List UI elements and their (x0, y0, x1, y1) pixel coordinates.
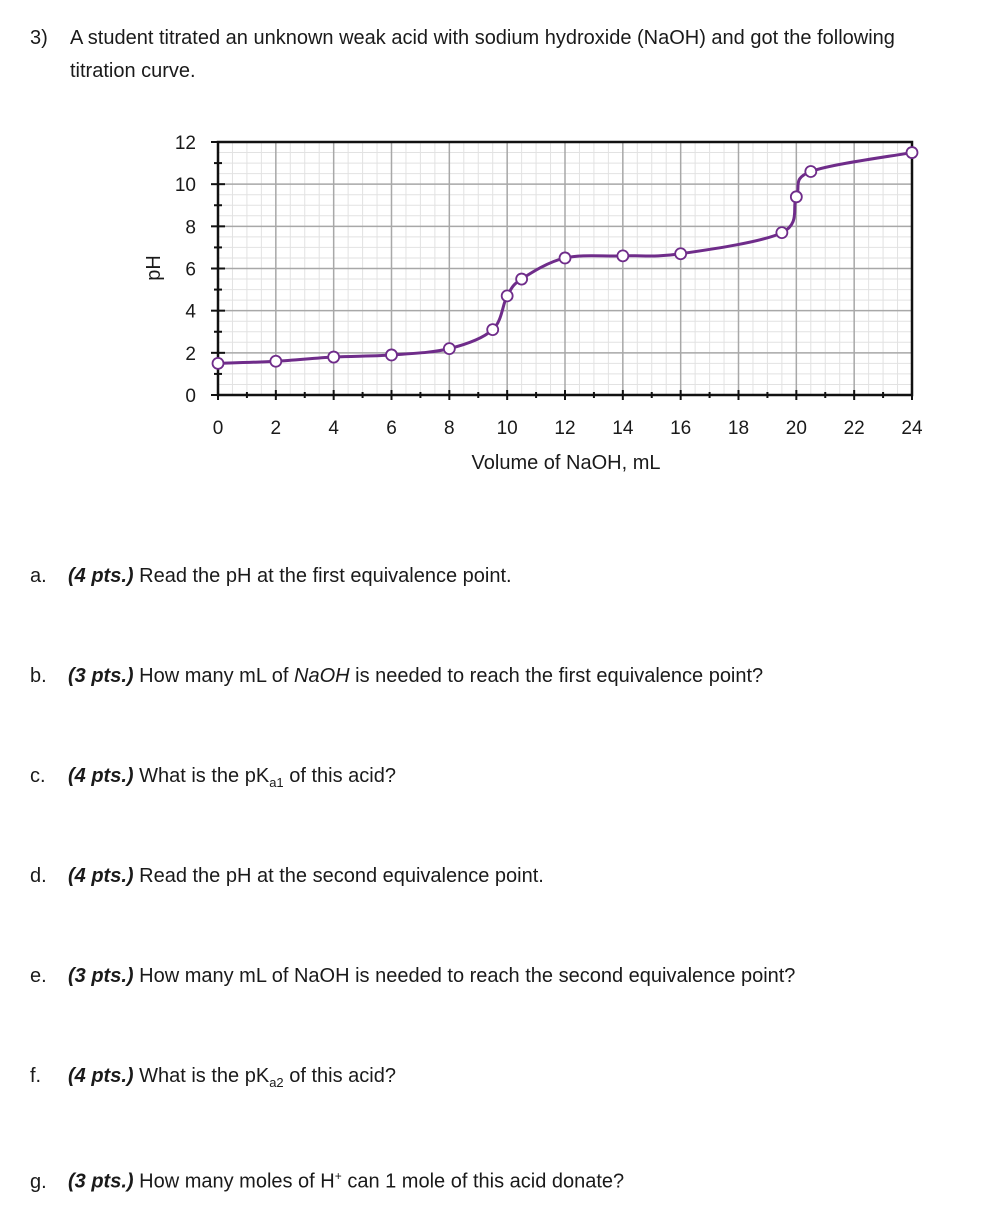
part-f-subscript: a2 (269, 1075, 284, 1090)
part-c-points: (4 pts.) (68, 765, 134, 787)
data-point-marker (386, 349, 397, 360)
x-tick-label: 4 (328, 418, 339, 439)
part-c (30, 763, 396, 796)
x-tick-label: 2 (270, 418, 282, 439)
part-f (30, 1063, 396, 1096)
x-tick-label: 10 (496, 418, 518, 439)
part-f-text-pre: What is the pK (139, 1065, 270, 1087)
part-e-letter: e. (30, 965, 47, 987)
part-g-text-pre: How many moles of H (139, 1170, 335, 1193)
data-point-marker (805, 166, 816, 177)
x-tick-label: 16 (670, 418, 692, 439)
part-d-text: Read the pH at the second equivalence point. (139, 865, 544, 887)
data-point-marker (487, 324, 498, 335)
chart-axes (211, 142, 912, 400)
x-tick-label: 14 (612, 418, 634, 439)
y-tick-label: 10 (174, 175, 196, 197)
part-g-text-post: can 1 mole of this acid donate? (341, 1170, 625, 1193)
x-tick-label: 0 (212, 418, 224, 439)
data-point-marker (502, 290, 513, 301)
part-e (30, 963, 795, 989)
part-a-points: (4 pts.) (68, 565, 134, 587)
y-tick-label: 2 (185, 343, 196, 365)
x-tick-label: 12 (554, 418, 576, 439)
part-a-letter: a. (30, 565, 47, 587)
part-b-text-em: NaOH (294, 665, 350, 687)
y-tick-label: 8 (185, 217, 196, 239)
part-d-points: (4 pts.) (68, 865, 134, 887)
x-tick-label: 24 (901, 418, 923, 439)
part-a-text: Read the pH at the first equivalence point. (139, 565, 512, 587)
data-point-marker (213, 358, 224, 369)
data-point-marker (516, 274, 527, 285)
part-c-text-pre: What is the pK (139, 765, 270, 787)
y-tick-label: 0 (185, 386, 196, 407)
data-point-marker (560, 252, 571, 263)
y-tick-label: 4 (185, 301, 196, 323)
part-b-letter: b. (30, 665, 47, 687)
part-c-subscript: a1 (269, 775, 284, 790)
y-axis-label: pH (143, 255, 165, 281)
part-f-points: (4 pts.) (68, 1065, 134, 1087)
data-point-marker (791, 191, 802, 202)
part-g-superscript: + (334, 1169, 342, 1183)
part-a (30, 563, 512, 589)
part-g (30, 1163, 624, 1195)
data-point-marker (907, 147, 918, 158)
data-point-marker (675, 248, 686, 259)
x-tick-label: 18 (727, 418, 750, 439)
data-point-marker (270, 356, 281, 367)
part-b-text-pre: How many mL of (139, 665, 294, 687)
data-point-marker (617, 250, 628, 261)
part-b-text-post: is needed to reach the first equivalence point? (349, 665, 764, 687)
y-tick-label: 6 (185, 259, 196, 281)
part-g-letter: g. (30, 1170, 47, 1193)
x-tick-label: 6 (386, 418, 397, 439)
part-f-text-post: of this acid? (283, 1065, 396, 1087)
part-g-points: (3 pts.) (68, 1170, 134, 1193)
part-b (30, 663, 763, 689)
part-c-letter: c. (30, 765, 46, 787)
question-number: 3) (30, 27, 48, 49)
data-point-marker (444, 343, 455, 354)
part-e-points: (3 pts.) (68, 965, 134, 987)
part-e-text: How many mL of NaOH is needed to reach the second equivalence point? (139, 965, 796, 987)
part-d-letter: d. (30, 865, 47, 887)
x-tick-label: 20 (785, 418, 807, 439)
part-c-text-post: of this acid? (283, 765, 396, 787)
titration-chart (0, 0, 986, 520)
part-f-letter: f. (30, 1065, 42, 1087)
x-tick-label: 22 (843, 418, 865, 439)
part-b-points: (3 pts.) (68, 665, 134, 687)
data-point-marker (328, 352, 339, 363)
part-d (30, 863, 544, 889)
question-text: A student titrated an unknown weak acid with sodium hydroxide (NaOH) and got the following titration curve. (70, 27, 895, 82)
x-axis-label: Volume of NaOH, mL (471, 452, 661, 474)
data-point-marker (776, 227, 787, 238)
y-tick-label: 12 (174, 133, 196, 154)
x-tick-label: 8 (444, 418, 455, 439)
